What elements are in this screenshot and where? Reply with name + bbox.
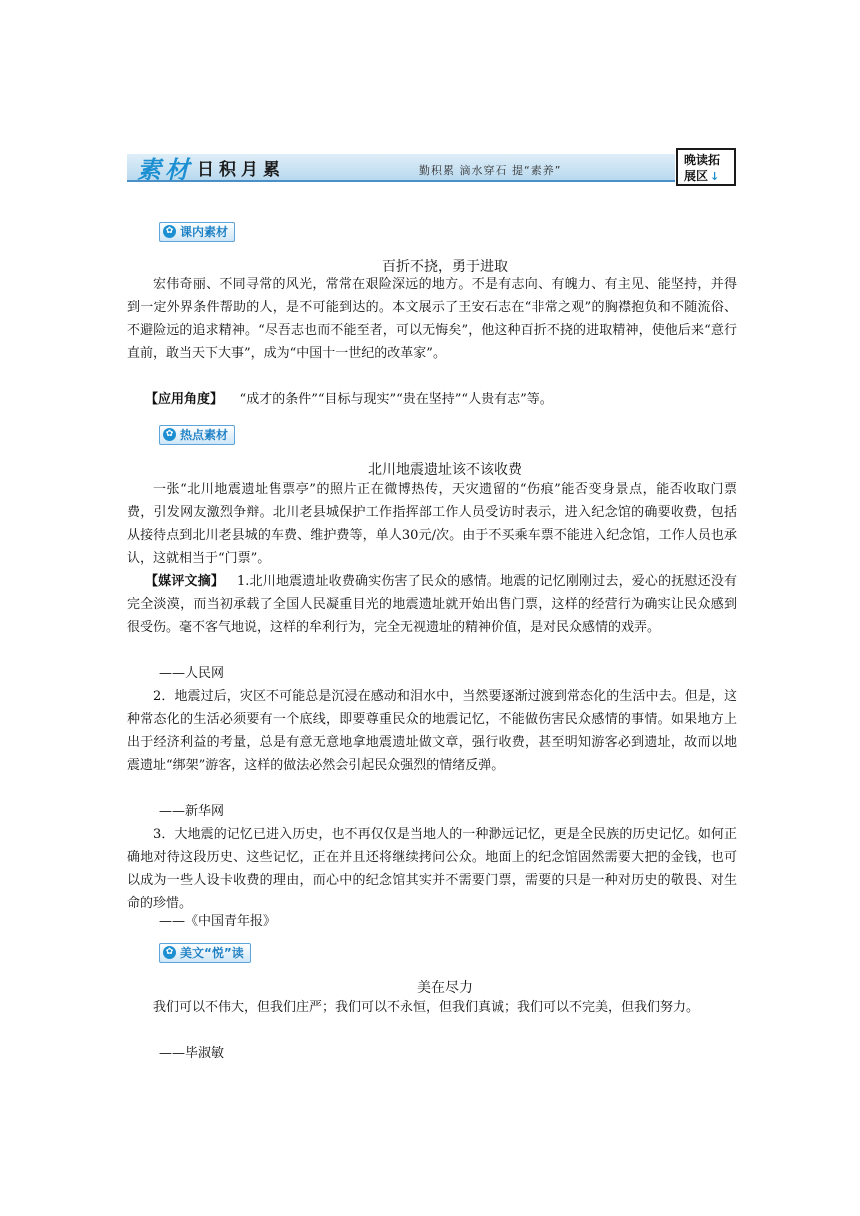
angle-text: “成才的条件”“目标与现实”“贵在坚持”“人贵有志”等。 (239, 392, 553, 407)
section2-paragraph: 一张“北川地震遗址售票亭”的照片正在微博热传，天灾遗留的“伤痕”能否变身景点，能否收取门票费，引发网友激烈争辩。北川老县城保护工作指挥部工作人员受访时表示，进入纪念馆的确要收费，包括从接待点到北川老县城的车费、维护费等，单人30元/次。由于不买乘车票不能进入纪念馆，工作人员也承认，这就相当于“门票”。 (127, 482, 737, 566)
tag-hot (159, 425, 235, 445)
section-banner (127, 146, 737, 186)
tag-essay-label: 美文“悦”读 (180, 946, 244, 960)
section3-source: ——毕淑敏 (159, 1046, 225, 1061)
leaf-icon: ✿ (163, 225, 176, 238)
review-3: 3．大地震的记忆已进入历史，也不再仅仅是当地人的一种渺远记忆，更是全民族的历史记忆。如何正确地对待这段历史、这些记忆，正在并且还将继续拷问公众。地面上的纪念馆固然需要大把的金钱，也可以成为一些人设卡收费的理由，而心中的纪念馆其实并不需要门票，需要的只是一种对历史的敬畏、对生命的珍惜。 (127, 827, 737, 911)
arrow-down-icon: ↓ (710, 170, 720, 183)
leaf-icon: ✿ (163, 428, 176, 441)
source-1: ——人民网 (159, 666, 225, 681)
section3-paragraph: 我们可以不伟大，但我们庄严；我们可以不永恒，但我们真诚；我们可以不完美，但我们努力。 (153, 1000, 700, 1015)
section2-heading: 北川地震遗址该不该收费 (368, 462, 522, 478)
review-label: 【媒评文摘】 (145, 574, 225, 589)
section1-paragraph: 宏伟奇丽、不同寻常的风光，常常在艰险深远的地方。不是有志向、有魄力、有主见、能坚持，并得到一定外界条件帮助的人，是不可能到达的。本文展示了王安石志在“非常之观”的胸襟抱负和不随流俗、不避险远的追求精神。“尽吾志也而不能至者，可以无悔矣”，他这种百折不挠的进取精神，使他后来“意行直前，敢当天下大事”，成为“中国十一世纪的改革家”。 (127, 277, 737, 361)
banner-title (137, 152, 285, 182)
section1-angle (127, 388, 737, 411)
angle-label: 【应用角度】 (145, 392, 224, 407)
source-3: ——《中国青年报》 (159, 914, 277, 929)
box-line2: 展区 (684, 169, 709, 183)
tag-in-class-label: 课内素材 (180, 225, 229, 239)
review-1 (127, 570, 737, 639)
source-2: ——新华网 (159, 804, 225, 819)
banner-motto: 勤积累 滴水穿石 提“素养” (419, 164, 562, 177)
leaf-icon: ✿ (163, 946, 176, 959)
box-line1: 晚读拓 (684, 153, 721, 167)
tag-hot-label: 热点素材 (180, 428, 229, 442)
review-1-text: 1.北川地震遗址收费确实伤害了民众的感情。地震的记忆刚刚过去，爱心的抚慰还没有完全淡漠，而当初承载了全国人民凝重目光的地震遗址就开始出售门票，这样的经营行为确实让民众感到很受伤。毫不客气地说，这样的牟利行为，完全无视遗址的精神价值，是对民众感情的戏弄。 (127, 574, 737, 635)
banner-title-rest: 日积月累 (197, 159, 285, 180)
banner-title-accent: 素材 (137, 154, 193, 184)
evening-reading-box (676, 148, 736, 186)
tag-in-class (159, 222, 235, 242)
review-2: 2．地震过后，灾区不可能总是沉浸在感动和泪水中，当然要逐渐过渡到常态化的生活中去。但是，这种常态化的生活必须要有一个底线，即要尊重民众的地震记忆，不能做伤害民众感情的事情。如果地方上出于经济利益的考量，总是有意无意地拿地震遗址做文章，强行收费，甚至明知游客必到遗址，故而以地震遗址“绑架”游客，这样的做法必然会引起民众强烈的情绪反弹。 (127, 689, 737, 773)
section1-heading: 百折不挠，勇于进取 (382, 259, 508, 275)
tag-essay (159, 943, 251, 963)
section3-heading: 美在尽力 (417, 980, 473, 996)
